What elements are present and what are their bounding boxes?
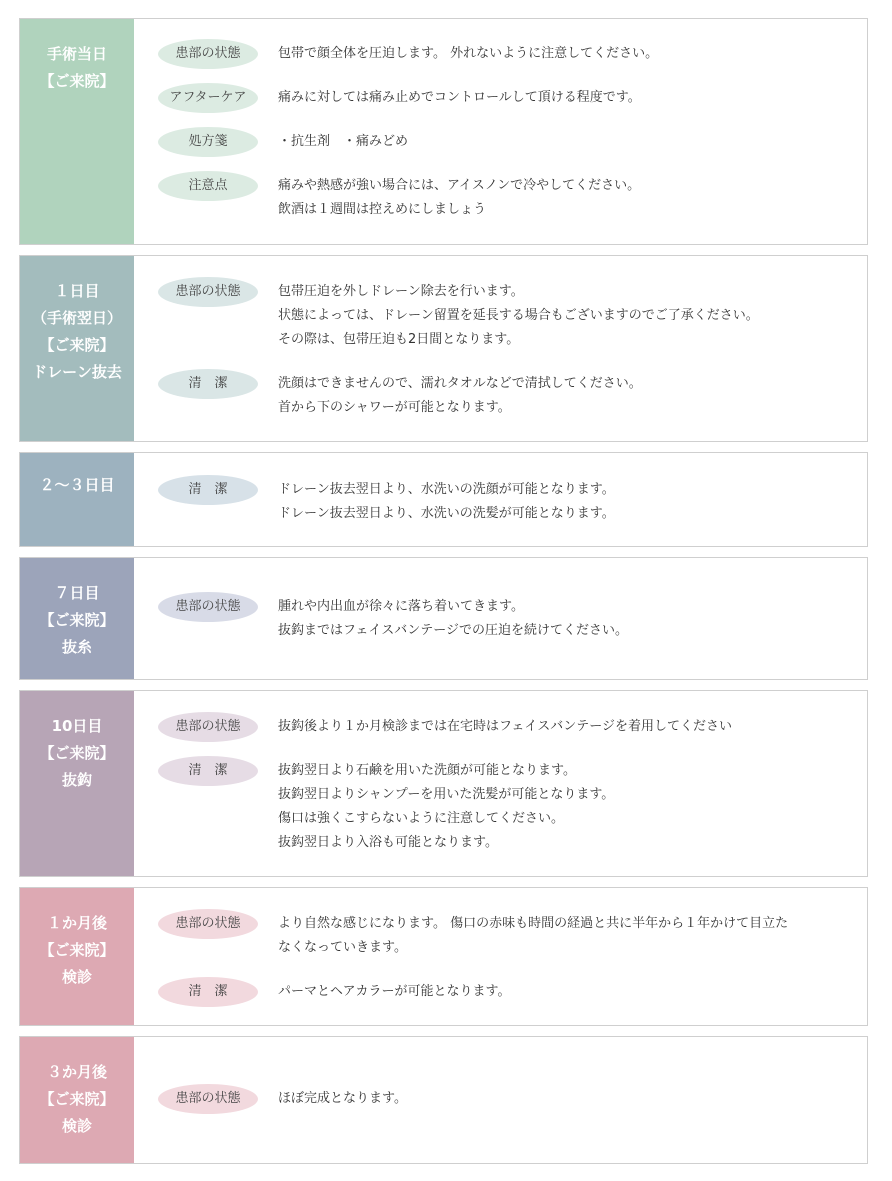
- item-tag: 患部の状態: [158, 1084, 258, 1114]
- day-line: ２～３日目: [39, 476, 115, 494]
- stage-day-label: [20, 19, 134, 244]
- day-line: ３か月後: [46, 1063, 107, 1081]
- day-line: 抜鈎: [61, 771, 92, 789]
- stage-item: [158, 909, 857, 960]
- description-line: 状態によっては、ドレーン留置を延長する場合もございますのでご了承ください。: [278, 308, 759, 323]
- stage-item: [158, 171, 857, 222]
- stage-day-label: [20, 691, 134, 876]
- description-line: 首から下のシャワーが可能となります。: [278, 400, 511, 415]
- item-tag: 患部の状態: [158, 277, 258, 307]
- item-description: [278, 127, 408, 154]
- stage-day-10: [19, 690, 868, 877]
- description-line: 傷口は強くこすらないように注意してください。: [278, 811, 565, 826]
- description-line: 抜鈎まではフェイスバンテージでの圧迫を続けてください。: [278, 623, 628, 638]
- day-line: 【ご来院】: [39, 744, 115, 762]
- description-line: なくなっていきます。: [278, 940, 407, 955]
- description-line: 抜鈎翌日より入浴も可能となります。: [278, 835, 498, 850]
- stage-item: [158, 277, 857, 352]
- stage-item: [158, 127, 857, 157]
- item-description: [278, 592, 628, 643]
- stage-item: [158, 369, 857, 420]
- stage-month-3: [19, 1036, 868, 1164]
- stage-content: [134, 19, 867, 244]
- description-line: ドレーン抜去翌日より、水洗いの洗顔が可能となります。: [278, 482, 615, 497]
- item-tag: 注意点: [158, 171, 258, 201]
- stage-day-label: [20, 888, 134, 1025]
- description-line: 抜鈎翌日よりシャンプーを用いた洗髪が可能となります。: [278, 787, 615, 802]
- day-line: 検診: [61, 1117, 92, 1135]
- stage-content: [134, 888, 867, 1025]
- day-line: （手術翌日）: [31, 309, 122, 327]
- item-description: [278, 277, 759, 352]
- item-tag: 患部の状態: [158, 712, 258, 742]
- description-line: 腫れや内出血が徐々に落ち着いてきます。: [278, 599, 524, 614]
- day-line: １か月後: [46, 914, 107, 932]
- item-tag: 清 潔: [158, 369, 258, 399]
- description-line: ドレーン抜去翌日より、水洗いの洗髪が可能となります。: [278, 506, 615, 521]
- item-description: [278, 977, 510, 1004]
- stage-content: [134, 453, 867, 546]
- stage-item: [158, 1084, 857, 1114]
- stage-item: [158, 475, 857, 526]
- item-tag: アフターケア: [158, 83, 258, 113]
- item-tag: 患部の状態: [158, 39, 258, 69]
- stage-day-label: [20, 558, 134, 679]
- day-line: ７日目: [54, 584, 100, 602]
- stage-item: [158, 83, 857, 113]
- day-line: １日目: [54, 282, 100, 300]
- description-line: 抜鈎翌日より石鹸を用いた洗顔が可能となります。: [278, 763, 576, 778]
- item-description: [278, 712, 732, 739]
- item-description: [278, 83, 641, 110]
- item-tag: 患部の状態: [158, 592, 258, 622]
- day-line: 【ご来院】: [39, 941, 115, 959]
- item-description: [278, 909, 788, 960]
- stage-item: [158, 712, 857, 742]
- stage-month-1: [19, 887, 868, 1026]
- stage-item: [158, 756, 857, 855]
- item-tag: 清 潔: [158, 977, 258, 1007]
- stage-day-1: [19, 255, 868, 442]
- day-line: 【ご来院】: [39, 1090, 115, 1108]
- day-line: ドレーン抜去: [32, 363, 122, 381]
- stage-item: [158, 592, 857, 643]
- day-line: 【ご来院】: [39, 72, 115, 90]
- stage-day-label: [20, 256, 134, 441]
- day-line: 【ご来院】: [39, 611, 115, 629]
- day-line: 手術当日: [46, 45, 107, 63]
- description-line: ほぼ完成となります。: [278, 1091, 407, 1106]
- stage-content: [134, 558, 867, 679]
- stage-surgery-day: [19, 18, 868, 245]
- day-line: 10日目: [51, 717, 103, 735]
- item-description: [278, 475, 615, 526]
- item-tag: 清 潔: [158, 756, 258, 786]
- stage-day-label: [20, 453, 134, 546]
- item-description: [278, 1084, 407, 1111]
- item-description: [278, 171, 640, 222]
- stage-day-2-3: [19, 452, 868, 547]
- description-line: 抜鈎後より１か月検診までは在宅時はフェイスバンテージを着用してください: [278, 719, 732, 734]
- stage-day-label: [20, 1037, 134, 1163]
- item-description: [278, 756, 614, 855]
- stage-day-7: [19, 557, 868, 680]
- day-line: 【ご来院】: [39, 336, 115, 354]
- description-line: 痛みに対しては痛み止めでコントロールして頂ける程度です。: [278, 90, 641, 105]
- description-line: パーマとヘアカラーが可能となります。: [278, 984, 511, 999]
- description-line: 包帯圧迫を外しドレーン除去を行います。: [278, 284, 524, 299]
- item-description: [278, 39, 658, 66]
- description-line: 包帯で顔全体を圧迫します。 外れないように注意してください。: [278, 46, 659, 61]
- description-line: 飲酒は１週間は控えめにしましょう: [278, 202, 487, 217]
- stage-content: [134, 256, 867, 441]
- description-line: より自然な感じになります。 傷口の赤味も時間の経過と共に半年から１年かけて目立た: [278, 916, 789, 931]
- description-line: 洗顔はできませんので、濡れタオルなどで清拭してください。: [278, 376, 642, 391]
- item-tag: 患部の状態: [158, 909, 258, 939]
- day-line: 抜糸: [61, 638, 92, 656]
- stage-content: [134, 691, 867, 876]
- day-line: 検診: [61, 968, 92, 986]
- stage-content: [134, 1037, 867, 1163]
- stage-item: [158, 39, 857, 69]
- description-line: その際は、包帯圧迫も2日間となります。: [278, 332, 520, 347]
- item-description: [278, 369, 642, 420]
- description-line: ・抗生剤 ・痛みどめ: [278, 134, 409, 149]
- item-tag: 清 潔: [158, 475, 258, 505]
- description-line: 痛みや熱感が強い場合には、アイスノンで冷やしてください。: [278, 178, 641, 193]
- stage-item: [158, 977, 857, 1007]
- item-tag: 処方箋: [158, 127, 258, 157]
